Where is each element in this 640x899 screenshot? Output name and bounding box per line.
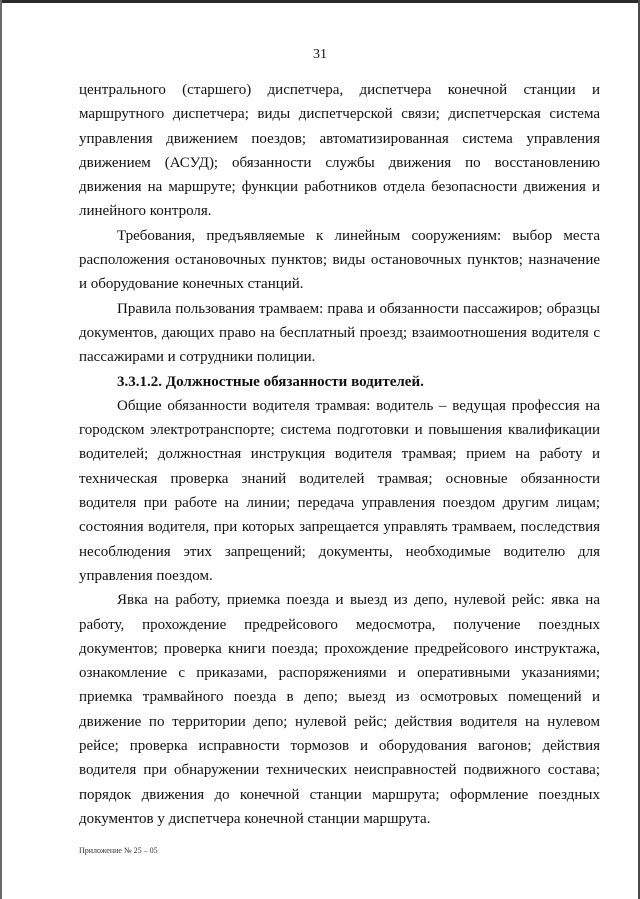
footer-note: Приложение № 25 – 05 (79, 846, 158, 855)
page-number: 31 (313, 47, 327, 62)
scan-edge-top (0, 0, 640, 3)
section-heading: 3.3.1.2. Должностные обязанности водителей. (117, 373, 424, 390)
document-body (79, 78, 600, 831)
paragraph-tram-rules: Правила пользования трамваем: права и обязанности пассажиров; образцы документов, дающих право на бесплатный проезд; взаимоотношения водителя с пассажирами и сотрудники полиции. (79, 300, 600, 366)
paragraph-depot-departure: Явка на работу, приемка поезда и выезд из депо, нулевой рейс: явка на работу, прохождение предрейсового медосмотра, получение поездных документов; проверка книги поезда; прохождение предрейсового инструктажа, ознакомление с приказами, распоряжениями и оперативными указаниями; приемка трамвайного поезда в депо; выезд из осмотровых помещений и движение по территории депо; нулевой рейс; действия водителя на нулевом рейсе; проверка исправности тормозов и оборудования вагонов; действия водителя при обнаружении технических неисправностей подвижного состава; порядок движения до конечной станции маршрута; оформление поездных документов у диспетчера конечной станции маршрута. (79, 592, 600, 827)
paragraph-general-duties: Общие обязанности водителя трамвая: водитель – ведущая профессия на городском электротранспорте; система подготовки и повышения квалификации водителей; должностная инструкция водителя трамвая; прием на работу и техническая проверка знаний водителей трамвая; основные обязанности водителя при работе на линии; передача управления поездом другим лицам; состояния водителя, при которых запрещается управлять трамваем, последствия несоблюдения этих запрещений; документы, необходимые водителю для управления поездом. (79, 397, 600, 584)
paragraph-line-structures: Требования, предъявляемые к линейным сооружениям: выбор места расположения остановочных пунктов; виды остановочных пунктов; назначение и оборудование конечных станций. (79, 227, 600, 293)
paragraph-dispatch-continuation: центрального (старшего) диспетчера, диспетчера конечной станции и маршрутного диспетчера; виды диспетчерской связи; диспетчерская система управления движением поездов; автоматизированная система управления движением (АСУД); обязанности службы движения по восстановлению движения на маршруте; функции работников отдела безопасности движения и линейного контроля. (79, 82, 600, 220)
scan-edge-left (0, 0, 2, 899)
